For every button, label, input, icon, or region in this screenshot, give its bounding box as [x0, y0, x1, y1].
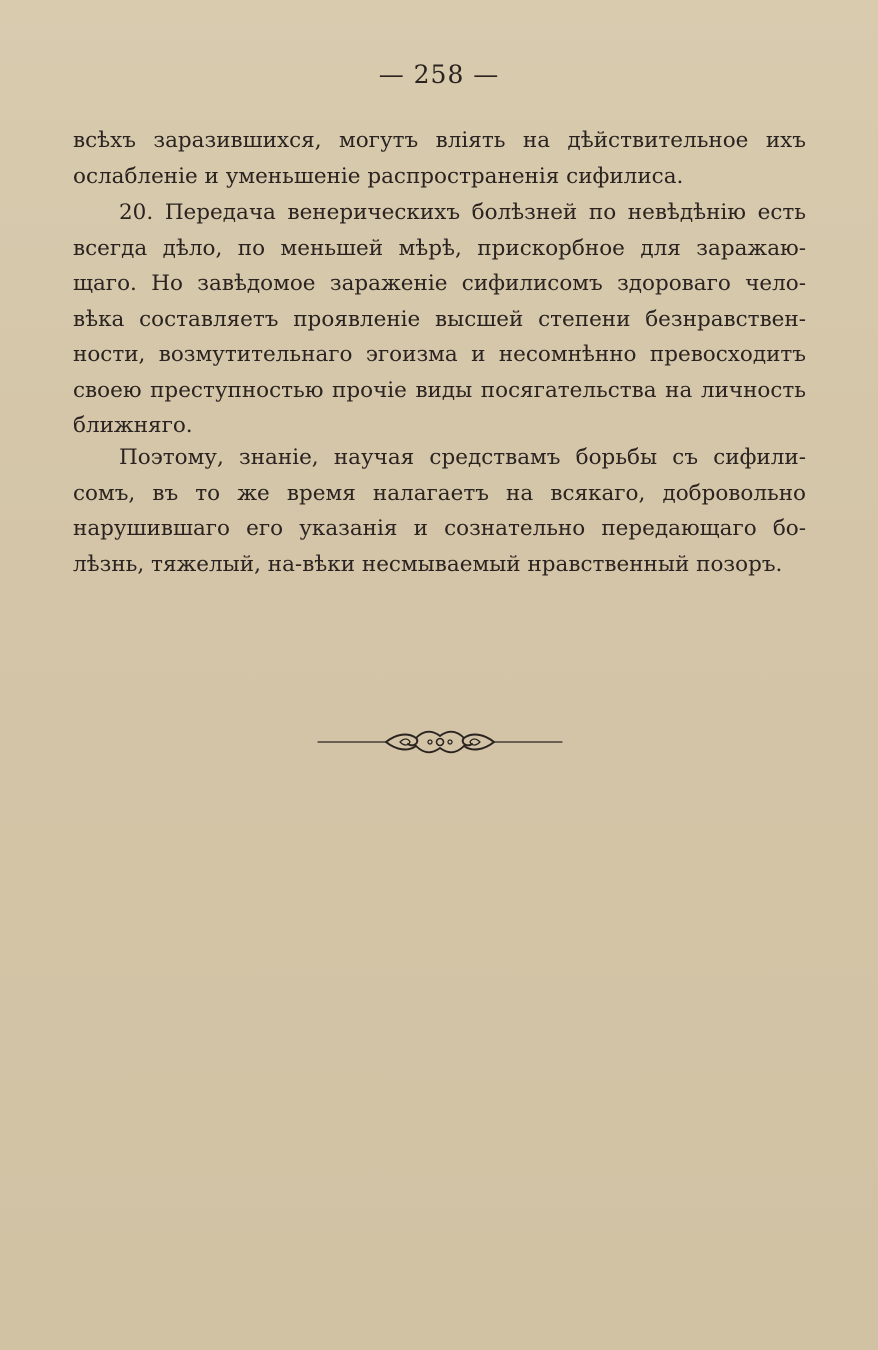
text-line: вѣка составляетъ проявленіе высшей степени безнравствен-	[73, 306, 806, 332]
fleuron-ornament-icon	[316, 724, 564, 760]
text-line: всѣхъ заразившихся, могутъ вліять на дѣйствительное ихъ	[73, 128, 806, 153]
text-line: ности, возмутительнаго эгоизма и несомнѣнно превосходитъ	[73, 342, 806, 367]
text-line: 20. Передача венерическихъ болѣзней по невѣдѣнію есть	[119, 200, 806, 225]
text-line: своею преступностью прочіе виды посягательства на личность	[73, 377, 806, 403]
paragraph-2	[73, 195, 806, 444]
text-line: нарушившаго его указанія и сознательно передающаго бо-	[73, 516, 806, 541]
text-line: сомъ, въ то же время налагаетъ на всякаго, добровольно	[73, 480, 806, 506]
text-line: всегда дѣло, по меньшей мѣрѣ, прискорбное для заражаю-	[73, 235, 806, 261]
page-number: — 258 —	[378, 60, 500, 89]
paragraph-1	[73, 123, 806, 194]
text-line: лѣзнь, тяжелый, на-вѣки несмываемый нравственный позоръ.	[73, 551, 783, 577]
paragraph-3	[73, 440, 806, 582]
text-line: Поэтому, знаніе, научая средствамъ борьбы съ сифили-	[119, 445, 806, 470]
text-line: ослабленіе и уменьшеніе распространенія сифилиса.	[73, 163, 684, 189]
text-line: щаго. Но завѣдомое зараженіе сифилисомъ здороваго чело-	[73, 271, 806, 296]
text-line: ближняго.	[73, 413, 193, 438]
